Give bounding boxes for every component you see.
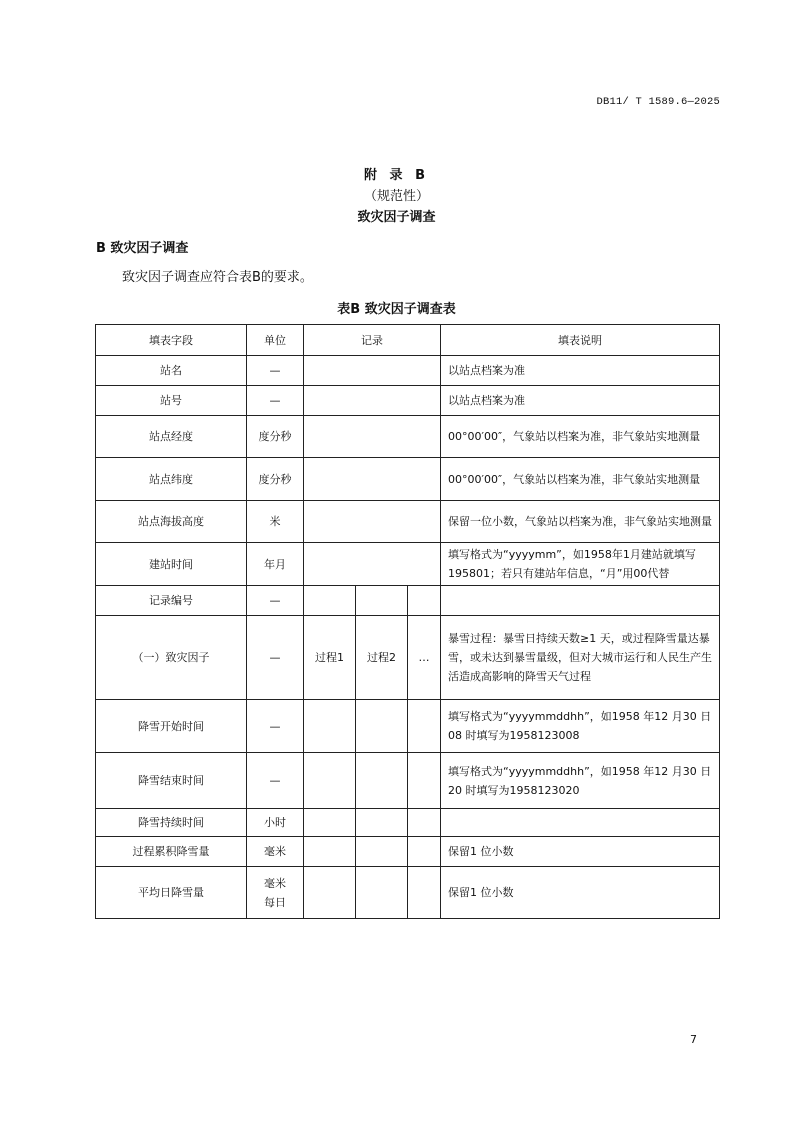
row-note: 暴雪过程：暴雪日持续天数≥1 天，或过程降雪量达暴雪，或未达到暴雪量级，但对大城市运行和人民生产生活造成高影响的降雪天气过程 bbox=[441, 616, 720, 700]
header-record: 记录 bbox=[304, 325, 441, 356]
table-row bbox=[96, 867, 720, 919]
row-unit: 米 bbox=[247, 501, 304, 543]
row-record[interactable] bbox=[304, 416, 441, 458]
row-unit: 小时 bbox=[247, 809, 304, 837]
row-field: 记录编号 bbox=[96, 586, 247, 616]
row-note: 以站点档案为准 bbox=[441, 356, 720, 386]
header-note: 填表说明 bbox=[441, 325, 720, 356]
row-field: 站点经度 bbox=[96, 416, 247, 458]
section-heading: B 致灾因子调查 bbox=[96, 241, 189, 256]
row-field: 降雪结束时间 bbox=[96, 753, 247, 809]
row-unit: — bbox=[247, 753, 304, 809]
table-header-row bbox=[96, 325, 720, 356]
row-note: 填写格式为“yyyymmddhh”，如1958 年12 月30 日20 时填写为1958123020 bbox=[441, 753, 720, 809]
row-field: 降雪持续时间 bbox=[96, 809, 247, 837]
record-cell-1[interactable] bbox=[304, 867, 356, 919]
row-note: 以站点档案为准 bbox=[441, 386, 720, 416]
row-note: 填写格式为“yyyymmddhh”，如1958 年12 月30 日08 时填写为1958123008 bbox=[441, 700, 720, 753]
record-cell-3[interactable] bbox=[408, 753, 441, 809]
row-unit: — bbox=[247, 700, 304, 753]
record-cell-3[interactable] bbox=[408, 809, 441, 837]
row-field: 站号 bbox=[96, 386, 247, 416]
row-note: 填写格式为“yyyymm”，如1958年1月建站就填写195801；若只有建站年信息，“月”用00代替 bbox=[441, 543, 720, 586]
row-note bbox=[441, 809, 720, 837]
row-unit: — bbox=[247, 356, 304, 386]
row-unit: — bbox=[247, 616, 304, 700]
row-unit: 毫米 bbox=[247, 837, 304, 867]
table-row bbox=[96, 616, 720, 700]
row-field: 平均日降雪量 bbox=[96, 867, 247, 919]
row-record[interactable] bbox=[304, 501, 441, 543]
record-cell-1[interactable] bbox=[304, 586, 356, 616]
row-unit: — bbox=[247, 386, 304, 416]
record-cell-3[interactable] bbox=[408, 837, 441, 867]
table-row bbox=[96, 416, 720, 458]
appendix-title: 附 录 B bbox=[364, 168, 429, 183]
record-cell-2[interactable] bbox=[356, 700, 408, 753]
row-unit: 度分秒 bbox=[247, 458, 304, 501]
row-note: 保留1 位小数 bbox=[441, 837, 720, 867]
table-row bbox=[96, 501, 720, 543]
table-row bbox=[96, 586, 720, 616]
record-process-1: 过程1 bbox=[304, 616, 356, 700]
record-cell-1[interactable] bbox=[304, 700, 356, 753]
record-ellipsis: … bbox=[408, 616, 441, 700]
record-process-2: 过程2 bbox=[356, 616, 408, 700]
record-cell-2[interactable] bbox=[356, 586, 408, 616]
row-note: 00°00′00″，气象站以档案为准，非气象站实地测量 bbox=[441, 416, 720, 458]
table-row bbox=[96, 356, 720, 386]
table-row bbox=[96, 386, 720, 416]
table-row bbox=[96, 700, 720, 753]
row-unit: — bbox=[247, 586, 304, 616]
table-row bbox=[96, 543, 720, 586]
row-record[interactable] bbox=[304, 386, 441, 416]
page-number: 7 bbox=[690, 1033, 697, 1046]
row-unit: 毫米每日 bbox=[247, 867, 304, 919]
record-cell-1[interactable] bbox=[304, 809, 356, 837]
record-cell-2[interactable] bbox=[356, 837, 408, 867]
record-cell-2[interactable] bbox=[356, 753, 408, 809]
row-note: 保留1 位小数 bbox=[441, 867, 720, 919]
row-note: 保留一位小数，气象站以档案为准，非气象站实地测量 bbox=[441, 501, 720, 543]
record-cell-2[interactable] bbox=[356, 809, 408, 837]
row-field: （一）致灾因子 bbox=[96, 616, 247, 700]
table-caption: 表B 致灾因子调查表 bbox=[337, 302, 456, 317]
table-row bbox=[96, 458, 720, 501]
header-field: 填表字段 bbox=[96, 325, 247, 356]
record-cell-3[interactable] bbox=[408, 700, 441, 753]
record-cell-2[interactable] bbox=[356, 867, 408, 919]
appendix-name: 致灾因子调查 bbox=[357, 210, 436, 225]
row-unit: 度分秒 bbox=[247, 416, 304, 458]
record-cell-1[interactable] bbox=[304, 837, 356, 867]
section-paragraph: 致灾因子调查应符合表B的要求。 bbox=[122, 270, 313, 285]
row-note bbox=[441, 586, 720, 616]
row-note: 00°00′00″，气象站以档案为准，非气象站实地测量 bbox=[441, 458, 720, 501]
row-field: 站点纬度 bbox=[96, 458, 247, 501]
appendix-type: （规范性） bbox=[363, 189, 429, 204]
row-field: 降雪开始时间 bbox=[96, 700, 247, 753]
header-unit: 单位 bbox=[247, 325, 304, 356]
record-cell-3[interactable] bbox=[408, 586, 441, 616]
row-record[interactable] bbox=[304, 458, 441, 501]
table-row bbox=[96, 837, 720, 867]
row-record[interactable] bbox=[304, 543, 441, 586]
record-cell-1[interactable] bbox=[304, 753, 356, 809]
row-field: 站名 bbox=[96, 356, 247, 386]
row-unit: 年月 bbox=[247, 543, 304, 586]
record-cell-3[interactable] bbox=[408, 867, 441, 919]
row-field: 站点海拔高度 bbox=[96, 501, 247, 543]
table-row bbox=[96, 753, 720, 809]
document-number: DB11/ T 1589.6—2025 bbox=[596, 96, 720, 108]
row-field: 建站时间 bbox=[96, 543, 247, 586]
row-field: 过程累积降雪量 bbox=[96, 837, 247, 867]
row-record[interactable] bbox=[304, 356, 441, 386]
table-row bbox=[96, 809, 720, 837]
hazard-survey-table bbox=[95, 324, 720, 919]
